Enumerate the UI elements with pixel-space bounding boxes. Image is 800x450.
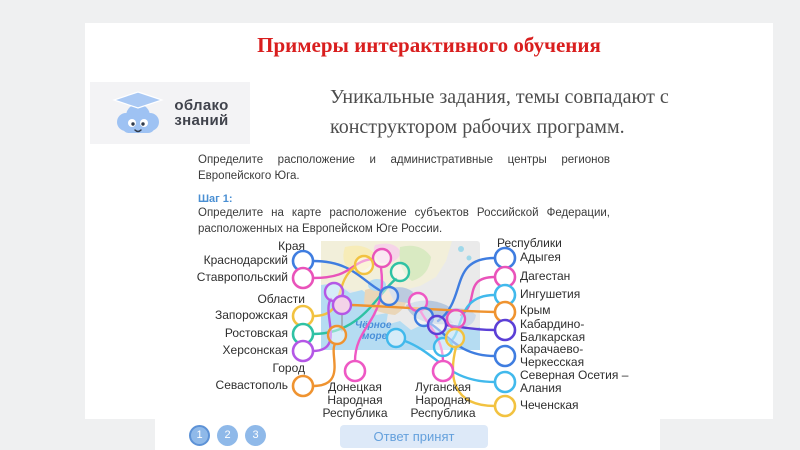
circle-karachaevo-cherkesskaya[interactable] xyxy=(495,346,515,366)
label-lnr[interactable]: Луганская Народная Республика xyxy=(410,380,476,420)
label-adygeya[interactable]: Адыгея xyxy=(520,250,561,264)
map-point-2[interactable] xyxy=(355,256,373,274)
label-rostovskaya[interactable]: Ростовская xyxy=(224,326,288,340)
label-zaporozhskaya[interactable]: Запорожская xyxy=(214,308,288,322)
map-point-12[interactable] xyxy=(387,329,405,347)
group-header-gorod: Город xyxy=(272,361,305,375)
circle-chechenskaya[interactable] xyxy=(495,396,515,416)
answer-accepted-button[interactable]: Ответ принят xyxy=(340,425,488,448)
group-header-oblasti: Области xyxy=(257,292,305,306)
subtitle: Уникальные задания, темы совпадают с конструктором рабочих программ. xyxy=(330,86,669,138)
label-karachaevo-cherkesskaya[interactable]: Карачаево-Черкесская xyxy=(520,342,585,369)
page-dot-2[interactable]: 2 xyxy=(217,425,238,446)
map-point-10[interactable] xyxy=(428,316,446,334)
label-ingushetiya[interactable]: Ингушетия xyxy=(520,287,581,301)
group-header-kraya: Края xyxy=(278,239,305,253)
circle-lnr[interactable] xyxy=(433,361,453,381)
logo-line2: знаний xyxy=(174,112,229,129)
map-point-1[interactable] xyxy=(373,249,391,267)
page-dot-3[interactable]: 3 xyxy=(245,425,266,446)
circle-kabardino-balkarskaya[interactable] xyxy=(495,320,515,340)
map-point-11[interactable] xyxy=(447,310,465,328)
circle-dnr[interactable] xyxy=(345,361,365,381)
circle-severnaya-osetiya[interactable] xyxy=(495,372,515,392)
logo-wordmark xyxy=(174,98,228,128)
page-dot-1[interactable]: 1 xyxy=(189,425,210,446)
label-kabardino-balkarskaya[interactable]: Кабардино-Балкарская xyxy=(520,317,586,344)
group-header-respubliki: Республики xyxy=(497,236,562,250)
label-dagestan[interactable]: Дагестан xyxy=(520,269,571,283)
label-severnaya-osetiya[interactable]: Северная Осетия – Алания xyxy=(520,368,629,395)
label-khersonskaya[interactable]: Херсонская xyxy=(222,343,288,357)
label-krym[interactable]: Крым xyxy=(520,303,551,317)
logo xyxy=(90,82,250,144)
logo-line1: облако xyxy=(174,97,229,114)
sea-label-line1: Чёрное xyxy=(355,320,392,331)
step-label: Шаг 1: xyxy=(198,193,233,205)
label-stavropolskiy[interactable]: Ставропольский xyxy=(196,270,288,284)
map-point-3[interactable] xyxy=(391,263,409,281)
label-sevastopol[interactable]: Севастополь xyxy=(215,378,288,392)
circle-khersonskaya[interactable] xyxy=(293,341,313,361)
map-point-4[interactable] xyxy=(380,287,398,305)
circle-stavropolskiy[interactable] xyxy=(293,268,313,288)
label-dnr[interactable]: Донецкая Народная Республика xyxy=(322,380,388,420)
map-point-6[interactable] xyxy=(333,296,351,314)
page-title: Примеры интерактивного обучения xyxy=(257,33,601,57)
circle-adygeya[interactable] xyxy=(495,248,515,268)
sea-label-line2: море xyxy=(362,331,388,342)
label-krasnodarskiy[interactable]: Краснодарский xyxy=(203,253,288,267)
step-text: Определите на карте расположение субъектов Российской Федерации, расположенных на Европейском Юге России. xyxy=(198,207,610,235)
map-point-7[interactable] xyxy=(328,326,346,344)
label-chechenskaya[interactable]: Чеченская xyxy=(520,398,579,412)
map-point-14[interactable] xyxy=(446,329,464,347)
cloud-logo-icon xyxy=(111,89,165,137)
task-text: Определите расположение и административные центры регионов Европейского Юга. xyxy=(198,154,610,182)
